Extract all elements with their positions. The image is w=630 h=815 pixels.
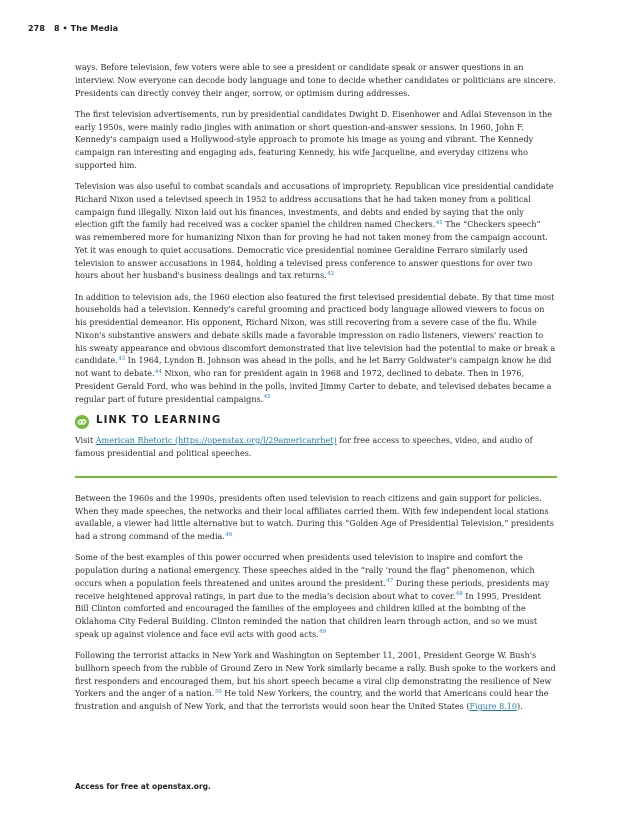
paragraph-text: ).	[517, 702, 523, 711]
paragraph-text: Nixon, who ran for president again in 1968 and 1972, declined to debate. Then in 1976, President Gerald Ford, who was behind in the polls, invited Jimmy Carter to debate, and televised debates became a regular part of future presidential campaigns.	[75, 369, 552, 404]
link-to-learning-heading	[75, 415, 557, 429]
main-content	[75, 62, 557, 722]
figure-link[interactable]: Figure 8.10	[469, 702, 518, 711]
paragraph-text: The first television advertisements, run by presidential candidates Dwight D. Eisenhower and Adlai Stevenson in the early 1950s, were mainly radio jingles with animation or short question-and-answer sessions. In 1960, John F. Kennedy's campaign used a Hollywood-style approach to promote his image as young and vibrant. The Kennedy campaign ran interesting and engaging ads, featuring Kennedy, his wife Jacqueline, and everyday citizens who supported him.	[75, 109, 553, 170]
american-rhetoric-link[interactable]: American Rhetoric (https://openstax.org/l/29americanrhet)	[95, 435, 337, 445]
paragraph-text: ways. Before television, few voters were able to see a president or candidate speak or answer questions in an interview. Now everyone can decode body language and tone to decide whether candidates or politicians are sincere. Presidents can directly convey their anger, sorrow, or optimism during addresses.	[75, 63, 556, 98]
link-to-learning-rest: for free access to speeches, video, and audio of famous presidential and political speeches.	[75, 435, 533, 458]
paragraph	[75, 292, 557, 407]
paragraph	[75, 650, 557, 714]
footnote-ref[interactable]: 50	[214, 688, 222, 695]
paragraph-text: Between the 1960s and the 1990s, presidents often used television to reach citizens and gain support for policies. When they made speeches, the networks and their local affiliates carried them. With few independent local stations available, a viewer had little alternative but to watch. During this “Golden Age of Presidential Television,” presidents had a strong command of the media.	[75, 493, 554, 541]
paragraph	[75, 552, 557, 641]
paragraph-text: Some of the best examples of this power occurred when presidents used television to inspire and comfort the population during a national emergency. These speeches aided in the “rally 'round the flag” phenomenon, which occurs when a population feels threatened and unites around the president.	[75, 553, 535, 588]
paragraph	[75, 62, 557, 100]
footnote-ref[interactable]: 49	[319, 629, 326, 636]
paragraph-text: Television was also useful to combat scandals and accusations of impropriety. Republican vice presidential candidate Richard Nixon used a televised speech in 1952 to address accusations that he had taken money from a political campaign fund illegally. Nixon laid out his finances, investments, and debts and ended by saying that the only election gift the family had received was a cocker spaniel the children named Checkers.	[75, 182, 554, 230]
link-to-learning-text	[75, 435, 557, 461]
link-to-learning-title: LINK TO LEARNING	[96, 415, 222, 427]
page-number: 278	[28, 24, 45, 33]
link-chain-icon	[75, 415, 89, 429]
paragraph-text: He told New Yorkers, the country, and the world that Americans could hear the frustration and anguish of New York, and that the terrorists would soon hear the United States (	[75, 689, 549, 711]
paragraph	[75, 181, 557, 283]
paragraph-text: The “Checkers speech” was remembered more for humanizing Nixon than for proving he had not taken money from the campaign account. Yet it was enough to quiet accusations. Democratic vice presidential nominee Geraldine Ferraro similarly used television to answer accusations in 1984, holding a televised press conference to answer questions for over two hours about her husband's business dealings and tax returns.	[75, 220, 548, 281]
footnote-ref[interactable]: 45	[263, 394, 271, 401]
page-footer: Access for free at openstax.org.	[75, 782, 211, 791]
footnote-ref[interactable]: 43	[118, 355, 126, 362]
link-to-learning-box	[75, 415, 557, 478]
footnote-ref[interactable]: 42	[327, 270, 335, 277]
paragraph-text: Following the terrorist attacks in New York and Washington on September 11, 2001, President George W. Bush's bullhorn speech from the rubble of Ground Zero in New York similarly became a rally. Bush spoke to the workers and first responders and encouraged them, but his short speech became a viral clip demonstrating the resilience of New Yorkers and the anger of a nation.	[75, 651, 556, 699]
footnote-ref[interactable]: 41	[435, 219, 443, 226]
paragraph-text: In addition to television ads, the 1960 election also featured the first televised presidential debate. By that time most households had a television. Kennedy's careful grooming and practiced body language allowed viewers to focus on his presidential demeanor. His opponent, Richard Nixon, was still recovering from a severe case of the flu. While Nixon's substantive answers and debate skills made a favorable impression on radio listeners, viewers' reaction to his sweaty appearance and obvious discomfort demonstrated that live television had the potential to make or break a candidate.	[75, 292, 556, 366]
footnote-ref[interactable]: 47	[386, 578, 394, 585]
paragraph	[75, 493, 557, 544]
footnote-ref[interactable]: 46	[225, 531, 233, 538]
footnote-ref[interactable]: 44	[155, 368, 162, 375]
paragraph	[75, 109, 557, 173]
paragraph-text: During these periods, presidents may receive heightened approval ratings, in part due to the media's decision about what to cover.	[75, 578, 550, 601]
footnote-ref[interactable]: 48	[455, 591, 463, 598]
link-to-learning-visit: Visit	[75, 435, 96, 445]
page-header	[28, 24, 118, 33]
chapter-title: 8 • The Media	[54, 24, 119, 33]
paragraph-text: In 1995, President Bill Clinton comforted and encouraged the families of the employees and children killed at the bombing of the Oklahoma City Federal Building. Clinton reminded the nation that children learn through action, and so we must speak up against violence and face evil acts with good acts.	[75, 591, 541, 639]
paragraph-text: In 1964, Lyndon B. Johnson was ahead in the polls, and he let Barry Goldwater's campaign know he did not want to debate.	[75, 356, 552, 378]
